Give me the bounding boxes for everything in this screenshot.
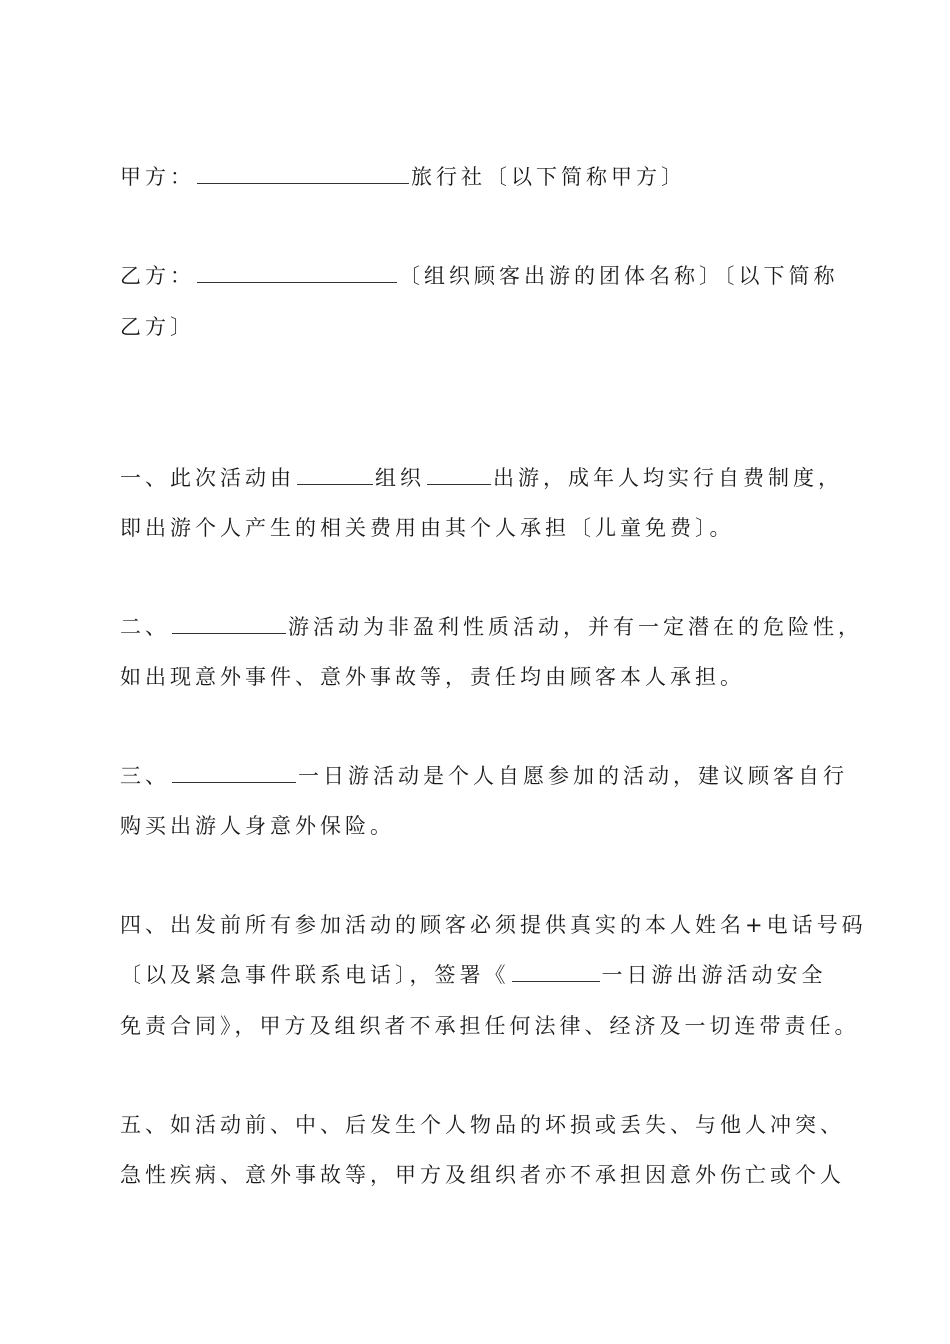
clause-3-line-1 — [120, 762, 848, 790]
clause-3-line-2-text: 购买出游人身意外保险。 — [120, 814, 395, 838]
clause-1-text-b: 组织 — [375, 466, 425, 490]
clause-2-line-2-text: 如出现意外事件、意外事故等，责任均由顾客本人承担。 — [120, 665, 745, 689]
clause-4-line-1-text: 四、出发前所有参加活动的顾客必须提供真实的本人姓名+电话号码 — [120, 913, 867, 937]
party-b-line-2 — [120, 313, 195, 341]
clause-5-line-1 — [120, 1111, 845, 1139]
party-b-name-blank[interactable] — [197, 262, 397, 283]
clause-1-line-2-text: 即出游个人产生的相关费用由其个人承担〔儿童免费〕。 — [120, 516, 735, 540]
clause-4-line-3 — [120, 1012, 860, 1040]
clause-5-line-2-text: 急性疾病、意外事故等，甲方及组织者亦不承担因意外伤亡或个人 — [120, 1163, 845, 1187]
clause-2-line-2 — [120, 663, 745, 691]
clause-4-text-b: 一日游出游活动安全 — [601, 963, 827, 987]
clause-2-line-1 — [120, 613, 863, 641]
clause-1-text-c: 出游，成年人均实行自费制度， — [493, 466, 843, 490]
party-b-suffix: 〔组织顾客出游的团体名称〕〔以下简称 — [399, 264, 839, 288]
party-b-label: 乙方： — [120, 264, 195, 288]
party-a-label: 甲方： — [120, 165, 195, 189]
clause-1-line-2 — [120, 514, 735, 542]
clause-4-contract-name-blank[interactable] — [512, 961, 600, 982]
clause-3-activity-blank[interactable] — [172, 762, 296, 783]
clause-5-line-1-text: 五、如活动前、中、后发生个人物品的坏损或丢失、与他人冲突、 — [120, 1113, 845, 1137]
clause-3-text-a: 三、 — [120, 764, 170, 788]
clause-2-activity-blank[interactable] — [172, 613, 286, 634]
clause-4-line-2 — [120, 961, 827, 989]
party-b-line — [120, 262, 839, 290]
clause-3-line-2 — [120, 812, 395, 840]
clause-2-text-b: 游活动为非盈利性质活动，并有一定潜在的危险性， — [288, 615, 863, 639]
clause-4-line-3-text: 免责合同》，甲方及组织者不承担任何法律、经济及一切连带责任。 — [120, 1014, 860, 1038]
clause-5-line-2 — [120, 1161, 845, 1189]
party-a-line — [120, 163, 686, 191]
clause-1-organizer-blank[interactable] — [297, 464, 373, 485]
clause-4-text-a: 〔以及紧急事件联系电话〕，签署《 — [120, 963, 510, 987]
clause-3-text-b: 一日游活动是个人自愿参加的活动，建议顾客自行 — [298, 764, 848, 788]
party-a-name-blank[interactable] — [197, 163, 409, 184]
party-a-suffix: 旅行社〔以下简称甲方〕 — [411, 165, 686, 189]
clause-1-text-a: 一、此次活动由 — [120, 466, 295, 490]
clause-2-text-a: 二、 — [120, 615, 170, 639]
clause-1-line-1 — [120, 464, 843, 492]
clause-1-destination-blank[interactable] — [427, 464, 491, 485]
party-b-line2-text: 乙方〕 — [120, 315, 195, 339]
clause-4-line-1 — [120, 911, 867, 939]
